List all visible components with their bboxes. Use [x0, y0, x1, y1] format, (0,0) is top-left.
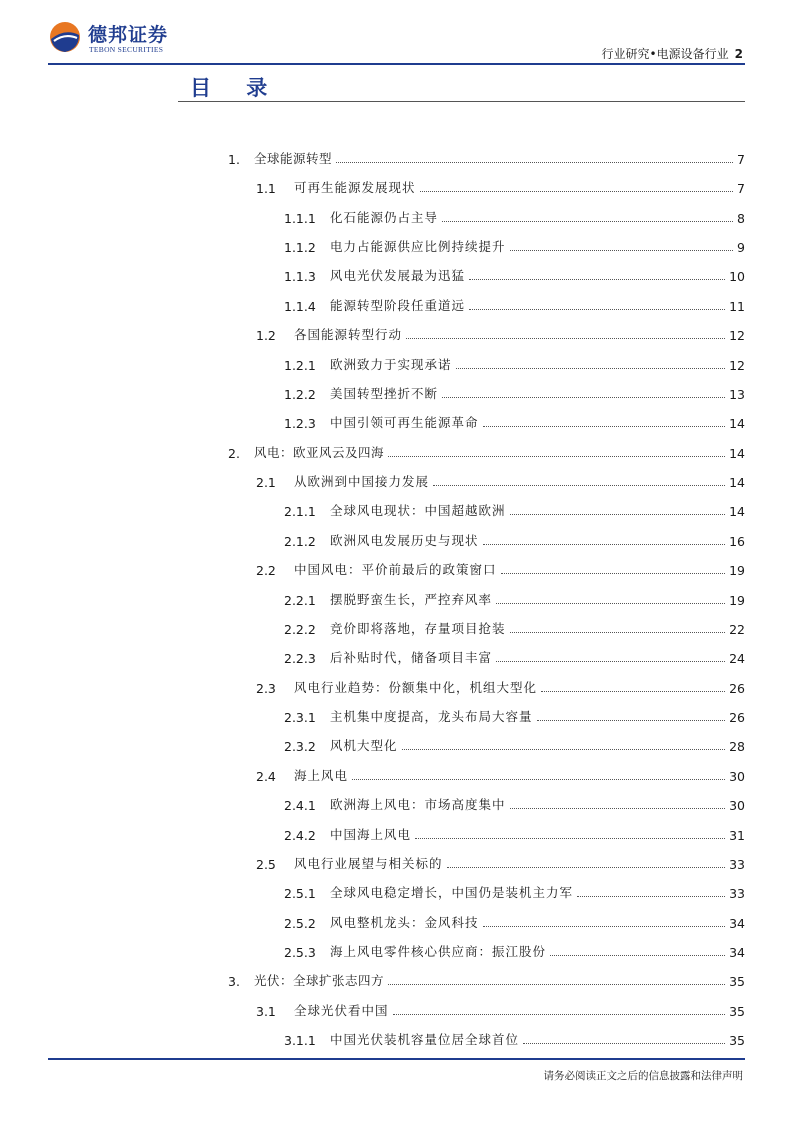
toc-entry-number: 1.1.3: [284, 269, 316, 285]
brand-name-en: TEBON SECURITIES: [89, 45, 164, 54]
toc-entry-page: 28: [729, 739, 745, 755]
toc-entry-title: 风电整机龙头：金风科技: [330, 914, 479, 930]
toc-entry-number: 2.3: [256, 680, 276, 696]
toc-entry-page: 35: [729, 1003, 745, 1019]
toc-entry-title: 竞价即将落地，存量项目抢装: [330, 620, 506, 636]
toc-leader-dots: [496, 603, 725, 604]
toc-entry-number: 2.1: [256, 475, 276, 491]
toc-leader-dots: [496, 661, 725, 662]
toc-entry-number: 2.5.2: [284, 915, 316, 931]
toc-entry-number: 2.4.1: [284, 798, 316, 814]
toc-entry[interactable]: [256, 466, 745, 490]
toc-entry[interactable]: [284, 495, 745, 519]
toc-entry-number: 2.3.1: [284, 710, 316, 726]
toc-entry-title: 欧洲致力于实现承诺: [330, 356, 452, 372]
toc-entry-title: 海上风电: [294, 767, 349, 783]
toc-entry[interactable]: [256, 672, 745, 696]
toc-entry-title: 欧洲海上风电：市场高度集中: [330, 797, 506, 813]
toc-entry-number: 3.1: [256, 1003, 276, 1019]
toc-entry[interactable]: [284, 290, 745, 314]
toc-title: 目 录: [190, 76, 282, 100]
company-logo: [48, 20, 188, 60]
toc-leader-dots: [501, 573, 726, 574]
toc-leader-dots: [510, 808, 726, 809]
logo-emblem-icon: [48, 20, 82, 54]
toc-entry-page: 9: [737, 240, 745, 256]
toc-entry[interactable]: [228, 437, 745, 461]
toc-entry[interactable]: [284, 819, 745, 843]
toc-entry-number: 3.1.1: [284, 1033, 316, 1049]
toc-leader-dots: [510, 250, 734, 251]
toc-entry-title: 风电行业展望与相关标的: [294, 855, 443, 871]
toc-entry[interactable]: [284, 202, 745, 226]
toc-entry[interactable]: [284, 1024, 745, 1048]
toc-entry[interactable]: [256, 554, 745, 578]
toc-entry-title: 风机大型化: [330, 738, 398, 754]
toc-entry-title: 可再生能源发展现状: [294, 180, 416, 196]
toc-entry-page: 14: [729, 475, 745, 491]
toc-leader-dots: [577, 896, 725, 897]
toc-leader-dots: [537, 720, 726, 721]
toc-leader-dots: [541, 691, 725, 692]
toc-entry-page: 30: [729, 768, 745, 784]
toc-entry-title: 全球能源转型: [254, 151, 333, 166]
toc-entry-page: 19: [729, 563, 745, 579]
toc-entry-page: 11: [729, 298, 745, 314]
toc-entry[interactable]: [284, 730, 745, 754]
toc-leader-dots: [510, 514, 726, 515]
toc-entry-page: 30: [729, 798, 745, 814]
toc-leader-dots: [388, 984, 725, 985]
toc-entry[interactable]: [256, 319, 745, 343]
toc-entry-number: 2.4.2: [284, 827, 316, 843]
toc-entry-number: 1.1.2: [284, 240, 316, 256]
toc-entry-page: 14: [729, 504, 745, 520]
toc-entry-title: 欧洲风电发展历史与现状: [330, 532, 479, 548]
toc-leader-dots: [442, 221, 733, 222]
toc-leader-dots: [415, 838, 725, 839]
toc-entry-page: 16: [729, 533, 745, 549]
toc-entry-page: 22: [729, 621, 745, 637]
toc-entry-number: 1.2.3: [284, 416, 316, 432]
toc-leader-dots: [510, 632, 726, 633]
toc-entry-page: 31: [729, 827, 745, 843]
toc-entry[interactable]: [284, 407, 745, 431]
toc-entry-page: 8: [737, 210, 745, 226]
toc-entry[interactable]: [284, 613, 745, 637]
toc-entry-page: 34: [729, 915, 745, 931]
toc-entry-number: 1.2: [256, 328, 276, 344]
toc-entry[interactable]: [256, 172, 745, 196]
toc-leader-dots: [393, 1014, 726, 1015]
toc-entry-number: 1.2.2: [284, 386, 316, 402]
toc-leader-dots: [483, 426, 726, 427]
toc-entry-title: 光伏：全球扩张志四方: [254, 973, 385, 989]
toc-entry[interactable]: [284, 584, 745, 608]
toc-entry-title: 全球风电现状：中国超越欧洲: [330, 503, 506, 519]
toc-entry-title: 各国能源转型行动: [294, 327, 403, 343]
toc-entry[interactable]: [228, 143, 745, 167]
toc-leader-dots: [483, 926, 726, 927]
toc-entry-title: 摆脱野蛮生长，严控弃风率: [330, 591, 493, 607]
toc-entry-title: 风电行业趋势：份额集中化，机组大型化: [294, 679, 538, 695]
toc-entry[interactable]: [256, 848, 745, 872]
report-category: 行业研究•电源设备行业: [601, 47, 729, 61]
toc-entry-title: 能源转型阶段任重道远: [330, 297, 466, 313]
toc-entry-number: 2.2.2: [284, 621, 316, 637]
toc-entry-title: 全球光伏看中国: [294, 1002, 389, 1018]
toc-entry[interactable]: [284, 378, 745, 402]
toc-title-divider: [178, 101, 745, 102]
toc-entry[interactable]: [284, 231, 745, 255]
toc-entry-title: 主机集中度提高，龙头布局大容量: [330, 709, 533, 725]
toc-leader-dots: [420, 191, 734, 192]
toc-entry-number: 2.5.1: [284, 886, 316, 902]
toc-entry-title: 风电光伏发展最为迅猛: [330, 268, 466, 284]
toc-entry-number: 2.5: [256, 856, 276, 872]
toc-entry-title: 中国海上风电: [330, 826, 412, 842]
toc-leader-dots: [388, 456, 725, 457]
toc-entry-page: 10: [729, 269, 745, 285]
toc-entry-page: 7: [737, 181, 745, 197]
toc-entry-number: 3.: [228, 974, 240, 990]
toc-entry[interactable]: [284, 877, 745, 901]
toc-entry-title: 电力占能源供应比例持续提升: [330, 239, 506, 255]
toc-entry-title: 中国引领可再生能源革命: [330, 415, 479, 431]
toc-entry[interactable]: [256, 995, 745, 1019]
toc-leader-dots: [402, 749, 726, 750]
toc-entry-number: 2.1.2: [284, 533, 316, 549]
toc-entry-title: 海上风电零件核心供应商：振江股份: [330, 943, 547, 959]
toc-entry-number: 2.2.3: [284, 651, 316, 667]
toc-entry-number: 2.2: [256, 563, 276, 579]
toc-entry-title: 化石能源仍占主导: [330, 209, 439, 225]
toc-entry-page: 12: [729, 357, 745, 373]
toc-leader-dots: [456, 368, 726, 369]
toc-entry-page: 33: [729, 886, 745, 902]
toc-entry[interactable]: [228, 965, 745, 989]
toc-entry[interactable]: [284, 701, 745, 725]
toc-entry-page: 7: [737, 152, 745, 167]
page-header: [602, 45, 743, 62]
toc-entry-title: 全球风电稳定增长，中国仍是装机主力军: [330, 885, 574, 901]
toc-leader-dots: [406, 338, 725, 339]
toc-entry-page: 26: [729, 710, 745, 726]
toc-entry-page: 26: [729, 680, 745, 696]
toc-entry-number: 2.2.1: [284, 592, 316, 608]
toc-entry-page: 24: [729, 651, 745, 667]
toc-entry-page: 12: [729, 328, 745, 344]
toc-entry-title: 从欧洲到中国接力发展: [294, 474, 430, 490]
header-divider: [48, 63, 745, 65]
toc-entry-number: 1.2.1: [284, 357, 316, 373]
brand-name-cn: 德邦证券: [88, 24, 169, 46]
toc-entry-number: 2.4: [256, 768, 276, 784]
toc-entry-number: 2.5.3: [284, 944, 316, 960]
toc-entry-title: 风电：欧亚风云及四海: [254, 444, 385, 460]
toc-leader-dots: [469, 309, 725, 310]
toc-leader-dots: [352, 779, 725, 780]
toc-entry[interactable]: [284, 642, 745, 666]
toc-leader-dots: [433, 485, 725, 486]
toc-leader-dots: [483, 544, 726, 545]
toc-entry-number: 2.3.2: [284, 739, 316, 755]
toc-entry-page: 14: [729, 445, 745, 461]
toc-leader-dots: [336, 162, 733, 163]
toc-leader-dots: [469, 279, 725, 280]
toc-entry[interactable]: [284, 907, 745, 931]
toc-entry-number: 2.1.1: [284, 504, 316, 520]
toc-entry-page: 34: [729, 944, 745, 960]
toc-entry-page: 14: [729, 416, 745, 432]
toc-leader-dots: [442, 397, 725, 398]
toc-entry-title: 中国光伏装机容量位居全球首位: [330, 1032, 520, 1048]
toc-entry-page: 19: [729, 592, 745, 608]
toc-entry-number: 1.1.1: [284, 210, 316, 226]
footer-divider: [48, 1058, 745, 1060]
toc-entry[interactable]: [284, 525, 745, 549]
toc-entry[interactable]: [284, 260, 745, 284]
header-page-number: 2: [734, 47, 743, 61]
toc-entry[interactable]: [284, 349, 745, 373]
toc-entry-page: 35: [729, 1033, 745, 1049]
toc-leader-dots: [447, 867, 726, 868]
toc-entry-page: 35: [729, 974, 745, 990]
toc-entry-title: 后补贴时代，储备项目丰富: [330, 650, 493, 666]
toc-leader-dots: [550, 955, 725, 956]
toc-entry-title: 美国转型挫折不断: [330, 385, 439, 401]
footer-disclaimer: 请务必阅读正文之后的信息披露和法律声明: [543, 1070, 743, 1082]
toc-entry[interactable]: [284, 789, 745, 813]
toc-entry-number: 1.1.4: [284, 298, 316, 314]
toc-entry-page: 13: [729, 386, 745, 402]
toc-entry-number: 1.: [228, 152, 240, 167]
toc-entry[interactable]: [284, 936, 745, 960]
toc-entry-number: 2.: [228, 445, 240, 461]
toc-entry-page: 33: [729, 856, 745, 872]
toc-entry-title: 中国风电：平价前最后的政策窗口: [294, 562, 497, 578]
toc-entry[interactable]: [256, 760, 745, 784]
toc-leader-dots: [523, 1043, 725, 1044]
toc-entry-number: 1.1: [256, 181, 276, 197]
